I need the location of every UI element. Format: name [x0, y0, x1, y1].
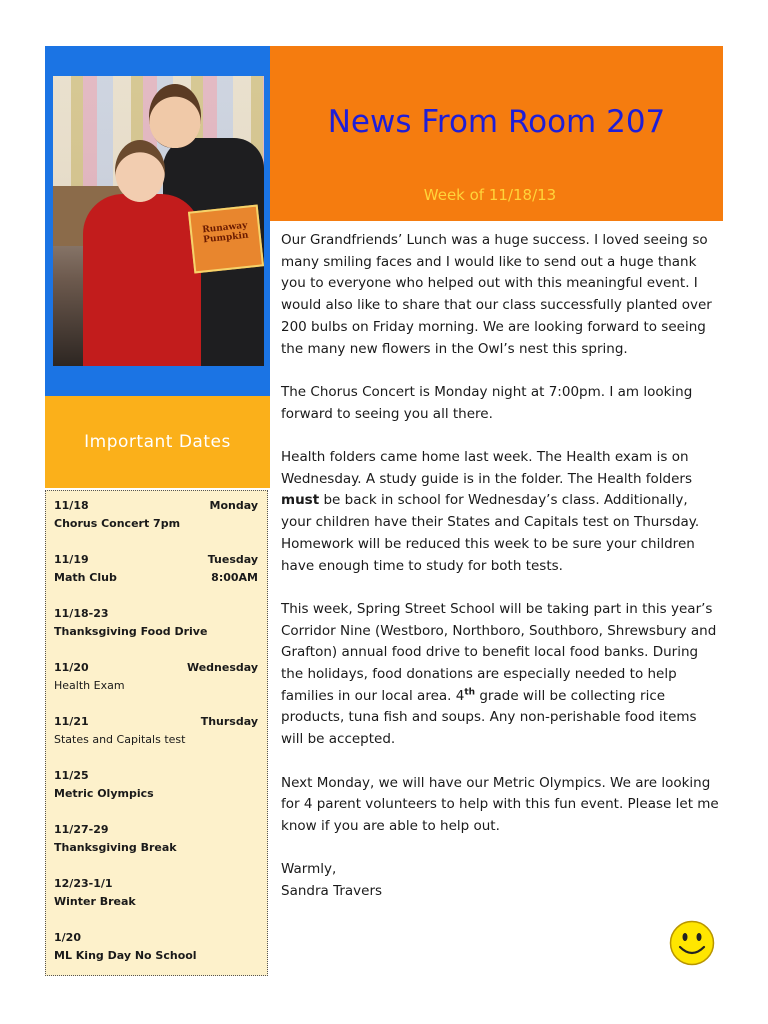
event: Thanksgiving Break	[54, 841, 177, 854]
closing: Warmly,	[281, 861, 337, 878]
date-item	[54, 659, 258, 695]
day: Wednesday	[186, 661, 258, 674]
date-item	[54, 497, 258, 533]
event: Metric Olympics	[54, 787, 154, 800]
date: 1/20	[54, 931, 81, 944]
date: 11/21	[54, 715, 89, 728]
paragraph-olympics: Next Monday, we will have our Metric Olympics. We are looking for 4 parent volunteers to help with this fun event. Please let me know if you are able to help out.	[281, 774, 719, 834]
text-span: grade will be collecting rice products, tuna fish and soups. Any non-perishable food items will be accepted.	[281, 687, 697, 748]
event: Winter Break	[54, 895, 136, 908]
event: Health Exam	[54, 679, 125, 692]
day: Thursday	[200, 715, 258, 728]
week-label: Week of 11/18/13	[423, 186, 557, 204]
date: 11/27-29	[54, 823, 109, 836]
date: 11/19	[54, 553, 89, 566]
smiley-face-icon	[669, 920, 715, 966]
text-span: Health folders came home last week. The Health exam is on Wednesday. A study guide is in the folder. The Health folders	[281, 449, 693, 487]
day: Monday	[209, 499, 258, 512]
paragraph-health	[281, 447, 721, 577]
date-item	[54, 551, 258, 587]
superscript: th	[464, 687, 476, 698]
student-head	[115, 140, 165, 202]
book-cover: Runaway Pumpkin	[188, 205, 264, 274]
newsletter-body	[281, 230, 721, 903]
paragraph-food-drive	[281, 599, 721, 751]
emphasis-text: must	[281, 492, 320, 509]
event: States and Capitals test	[54, 733, 186, 746]
important-dates-header	[45, 396, 270, 488]
day: Tuesday	[207, 553, 258, 566]
date-item	[54, 929, 258, 965]
text-span: This week, Spring Street School will be taking part in this year’s Corridor Nine (Westboro, Northboro, Southboro, Shrewsbury and Grafton) annual food drive to benefit local food banks. During the holidays, food donations are especially needed to help families in our local area. 4	[281, 600, 717, 704]
paragraph-lunch: Our Grandfriends’ Lunch was a huge success. I loved seeing so many smiling faces and I would like to send out a huge thank you to everyone who helped out with this meaningful event. I would also like to share that our class successfully planted over 200 bulbs on Friday morning. We are looking forward to seeing the many new flowers in the Owl’s nest this spring.	[281, 232, 712, 357]
signature: Sandra Travers	[281, 883, 383, 900]
event: Thanksgiving Food Drive	[54, 625, 208, 638]
event: Math Club	[54, 571, 117, 584]
date: 11/18-23	[54, 607, 109, 620]
date-item	[54, 875, 258, 911]
time: 8:00AM	[211, 571, 258, 584]
date-item	[54, 821, 258, 857]
date-item	[54, 767, 258, 803]
newsletter-header	[270, 46, 723, 221]
date: 11/18	[54, 499, 89, 512]
paragraph-chorus: The Chorus Concert is Monday night at 7:00pm. I am looking forward to seeing you all there.	[281, 383, 693, 422]
text-span: be back in school for Wednesday’s class. Additionally, your children have their States and Capitals test on Thursday. Homework will be reduced this week to be sure your children have enough time to study for both tests.	[281, 492, 700, 574]
date-item	[54, 713, 258, 749]
class-photo	[53, 76, 264, 366]
important-dates-heading: Important Dates	[84, 432, 231, 452]
teacher-head	[149, 84, 201, 148]
date: 12/23-1/1	[54, 877, 113, 890]
important-dates-list	[45, 490, 268, 976]
event: ML King Day No School	[54, 949, 197, 962]
student-figure	[83, 194, 201, 366]
date: 11/25	[54, 769, 89, 782]
date-item	[54, 605, 258, 641]
event: Chorus Concert 7pm	[54, 517, 181, 530]
newsletter-title: News From Room 207	[327, 104, 666, 140]
date: 11/20	[54, 661, 89, 674]
